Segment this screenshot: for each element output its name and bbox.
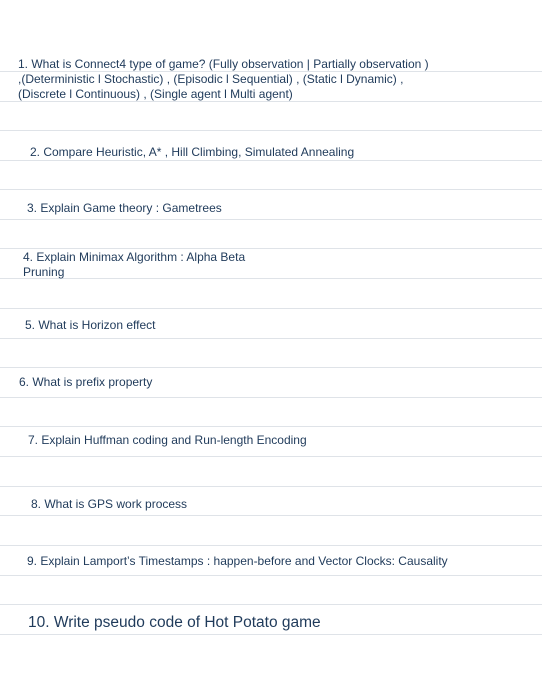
rule-line (0, 189, 542, 190)
question-3 (27, 201, 222, 216)
question-4 (23, 250, 245, 280)
rule-line (0, 545, 542, 546)
question-9-text: 9. Explain Lamport’s Timestamps : happen-before and Vector Clocks: Causality (27, 554, 448, 568)
question-9 (27, 554, 448, 569)
question-6 (19, 375, 152, 390)
question-8-text: 8. What is GPS work process (31, 497, 188, 511)
rule-line (0, 160, 542, 161)
question-10-text: 10. Write pseudo code of Hot Potato game (28, 614, 321, 631)
rule-line (0, 575, 542, 576)
rule-line (0, 486, 542, 487)
rule-line (0, 248, 542, 249)
rule-line (0, 515, 542, 516)
question-6-text: 6. What is prefix property (19, 375, 153, 389)
question-1-line-1: 1. What is Connect4 type of game? (Fully observation | Partially observation ) (18, 57, 429, 71)
question-1 (18, 57, 429, 102)
rule-line (0, 604, 542, 605)
rule-line (0, 130, 542, 131)
rule-line (0, 634, 542, 635)
rule-line (0, 219, 542, 220)
question-7-text: 7. Explain Huffman coding and Run-length Encoding (28, 433, 307, 447)
question-4-line-1: 4. Explain Minimax Algorithm : Alpha Beta (23, 250, 246, 264)
rule-line (0, 456, 542, 457)
question-5 (25, 318, 156, 333)
question-10 (28, 614, 321, 632)
rule-line (0, 397, 542, 398)
question-5-text: 5. What is Horizon effect (25, 318, 156, 332)
rule-line (0, 367, 542, 368)
rule-line (0, 338, 542, 339)
question-1-line-2: ,(Deterministic l Stochastic) , (Episodic l Sequential) , (Static l Dynamic) , (18, 72, 404, 86)
rule-line (0, 426, 542, 427)
question-2 (30, 145, 354, 160)
question-1-line-3: (Discrete l Continuous) , (Single agent l Multi agent) (18, 87, 293, 101)
question-8 (31, 497, 187, 512)
question-3-text: 3. Explain Game theory : Gametrees (27, 201, 222, 215)
question-7 (28, 433, 307, 448)
question-4-line-2: Pruning (23, 265, 65, 279)
rule-line (0, 308, 542, 309)
question-2-text: 2. Compare Heuristic, A* , Hill Climbing, Simulated Annealing (30, 145, 355, 159)
